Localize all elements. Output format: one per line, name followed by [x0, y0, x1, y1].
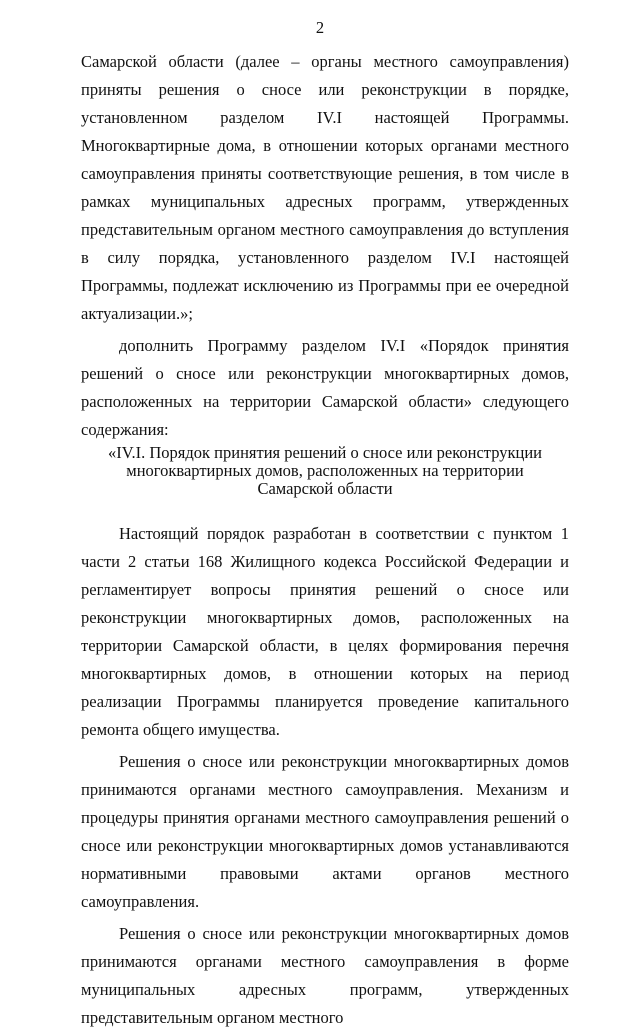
paragraph-purpose: Настоящий порядок разработан в соответствии с пунктом 1 части 2 статьи 168 Жилищного кодекса Российской Федерации и регламентирует вопросы принятия решений о сносе или реконструкции многоквартирных домов, расположенных на территории Самарской области, в целях формирования перечня многоквартирных домов, в отношении которых на период реализации Программы планируется проведение капитального ремонта общего имущества.	[81, 524, 569, 739]
section-heading-line-1: «IV.I. Порядок принятия решений о сносе или реконструкции	[107, 443, 543, 462]
document-body	[81, 48, 569, 1032]
paragraph-continuation: Самарской области (далее – органы местного самоуправления) приняты решения о сносе или реконструкции в порядке, установленном разделом IV.I настоящей Программы. Многоквартирные дома, в отношении которых органами местного самоуправления приняты соответствующие решения, в том числе в рамках муниципальных адресных программ, утвержденных представительным органом местного самоуправления до вступления в силу порядка, установленного разделом IV.I настоящей Программы, подлежат исключению из Программы при ее очередной актуализации.»;	[81, 52, 569, 323]
paragraph-decisions-form: Решения о сносе или реконструкции многоквартирных домов принимаются органами местного самоуправления в форме муниципальных адресных программ, утвержденных представительным органом местного	[81, 924, 569, 1027]
section-heading-line-2: многоквартирных домов, расположенных на территории	[126, 461, 524, 480]
paragraph-decisions: Решения о сносе или реконструкции многоквартирных домов принимаются органами местного самоуправления. Механизм и процедуры принятия органами местного самоуправления решений о сносе или реконструкции многоквартирных домов устанавливаются нормативными правовыми актами органов местного самоуправления.	[81, 752, 569, 911]
paragraph-amendment: дополнить Программу разделом IV.I «Порядок принятия решений о сносе или реконструкции многоквартирных домов, расположенных на территории Самарской области» следующего содержания:	[81, 336, 569, 439]
section-heading-line-3: Самарской области	[257, 479, 393, 498]
page-number: 2	[315, 18, 325, 37]
section-heading	[81, 444, 569, 498]
